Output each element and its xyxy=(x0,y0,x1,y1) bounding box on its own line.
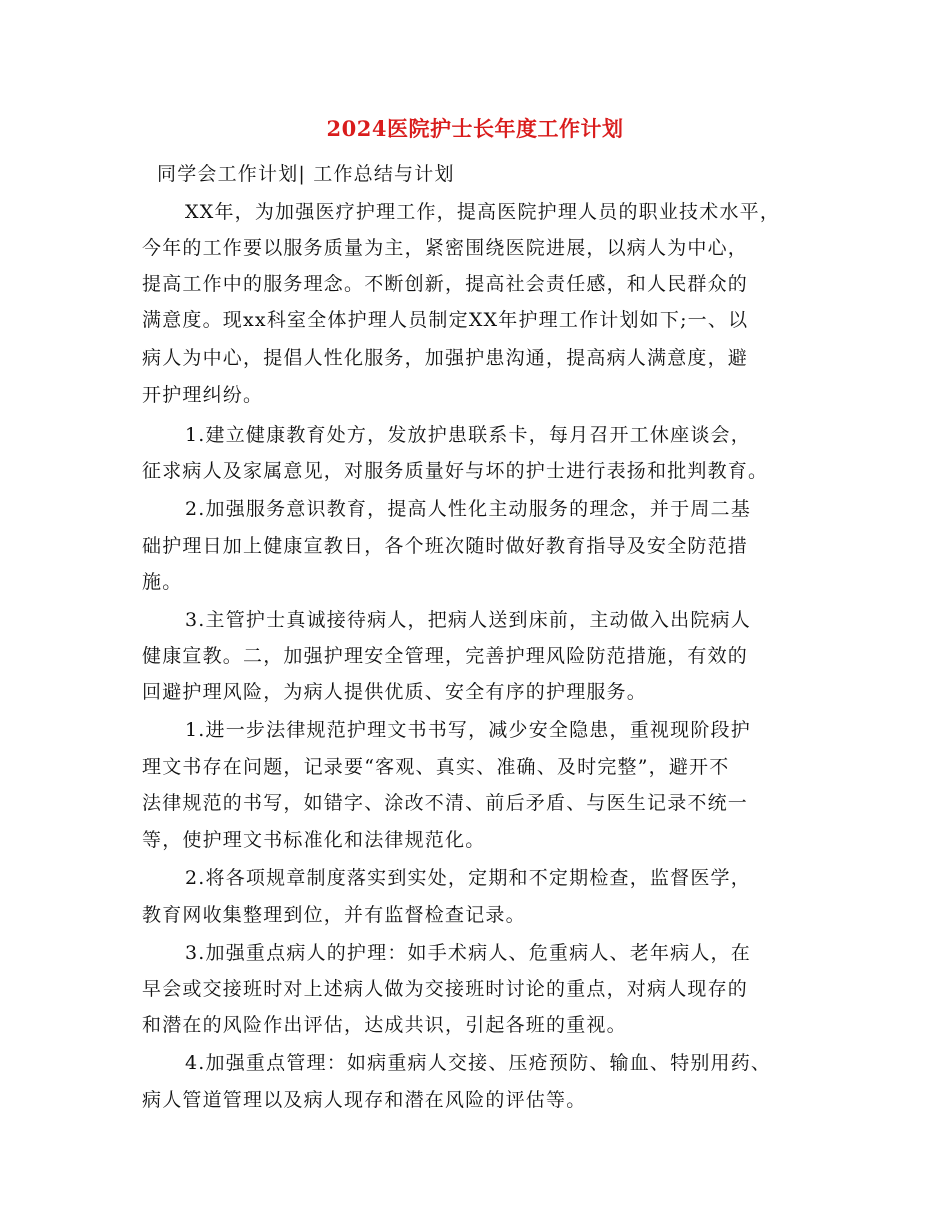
paragraph-line: 2.加强服务意识教育，提高人性化主动服务的理念，并于周二基 xyxy=(185,498,751,520)
paragraph-line: 病人为中心，提倡人性化服务，加强护患沟通，提高病人满意度，避 xyxy=(142,347,749,369)
paragraph-line: 3.主管护士真诚接待病人，把病人送到床前，主动做入出院病人 xyxy=(185,609,751,631)
paragraph-line: 1.进一步法律规范护理文书书写，减少安全隐患，重视现阶段护 xyxy=(185,719,751,741)
paragraph-line: 教育网收集整理到位，并有监督检查记录。 xyxy=(142,904,526,926)
paragraph-line: 回避护理风险，为病人提供优质、安全有序的护理服务。 xyxy=(142,681,648,703)
paragraph-line: 健康宣教。二，加强护理安全管理，完善护理风险防范措施，有效的 xyxy=(142,645,749,667)
paragraph-line: 满意度。现xx科室全体护理人员制定XX年护理工作计划如下;一、以 xyxy=(142,309,749,331)
paragraph-line: 础护理日加上健康宣教日，各个班次随时做好教育指导及安全防范措 xyxy=(142,535,749,557)
paragraph-line: 等，使护理文书标准化和法律规范化。 xyxy=(142,829,486,851)
paragraph-line: 征求病人及家属意见，对服务质量好与坏的护士进行表扬和批判教育。 xyxy=(142,460,769,482)
document-title: 2024医院护士长年度工作计划 xyxy=(326,116,624,141)
paragraph-line: 今年的工作要以服务质量为主，紧密围绕医院进展，以病人为中心， xyxy=(142,237,749,259)
paragraph-line: 施。 xyxy=(142,571,183,593)
paragraph-line: 早会或交接班时对上述病人做为交接班时讨论的重点，对病人现存的 xyxy=(142,978,749,1000)
paragraph-line: 理文书存在问题，记录要“客观、真实、准确、及时完整”，避开不 xyxy=(142,756,730,778)
paragraph-line: 1.建立健康教育处方，发放护患联系卡，每月召开工休座谈会， xyxy=(185,424,751,446)
paragraph-line: 提高工作中的服务理念。不断创新，提高社会责任感，和人民群众的 xyxy=(142,273,749,295)
paragraph-line: 病人管道管理以及病人现存和潜在风险的评估等。 xyxy=(142,1089,587,1111)
paragraph-line: 开护理纠纷。 xyxy=(142,384,264,406)
paragraph-line: 4.加强重点管理：如病重病人交接、压疮预防、输血、特别用药、 xyxy=(185,1052,772,1074)
paragraph-line: 2.将各项规章制度落实到实处，定期和不定期检查，监督医学， xyxy=(185,867,751,889)
paragraph-line: 和潜在的风险作出评估，达成共识，引起各班的重视。 xyxy=(142,1014,627,1036)
subtitle-line: 同学会工作计划| 工作总结与计划 xyxy=(157,163,455,185)
paragraph-line: 法律规范的书写，如错字、涂改不清、前后矛盾、与医生记录不统一 xyxy=(142,792,749,814)
paragraph-line: 3.加强重点病人的护理：如手术病人、危重病人、老年病人，在 xyxy=(185,942,751,964)
paragraph-line: XX年，为加强医疗护理工作，提高医院护理人员的职业技术水平， xyxy=(185,201,781,223)
